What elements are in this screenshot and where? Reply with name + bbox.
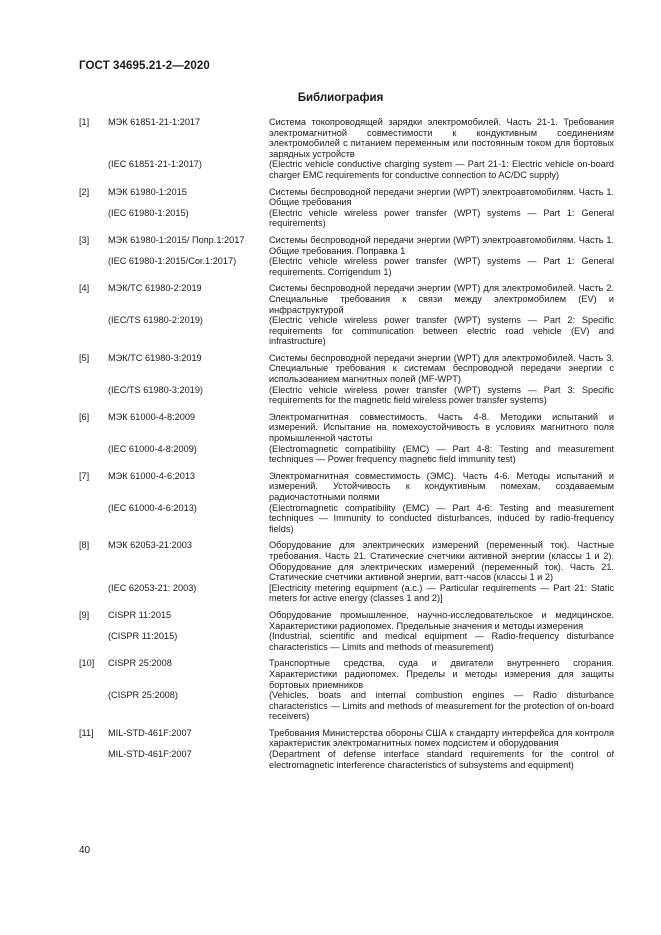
standard-title: (Electric vehicle wireless power transfer (WPT) systems — Part 3: Specific requirements for the magnetic field wireless power transfer systems) (269, 384, 614, 406)
entry-number: [2] (79, 186, 90, 197)
standard-title: Системы беспроводной передачи энергии (WPT) электроавтомобилям. Часть 1. Общие требования. Поправка 1 (269, 234, 614, 256)
entry-number: [9] (79, 609, 90, 620)
standard-title: Электромагнитная совместимость (ЭМС). Часть 4-6. Методы испытаний и измерений. Устойчивость к кондуктивным помехам, создаваемым радиочастотными полями (269, 470, 614, 502)
standard-code: (IEC/TS 61980-2:2019) (108, 315, 203, 326)
entry-number: [5] (79, 352, 90, 363)
standard-title: (Electric vehicle wireless power transfer (WPT) systems — Part 1: General requirements) (269, 207, 614, 229)
standard-title: (Electric vehicle wireless power transfer (WPT) systems — Part 1: General requirements. Corrigendum 1) (269, 256, 614, 277)
bibliography-entry (79, 540, 614, 604)
standard-code: МЭК 61980-1:2015/ Попр.1:2017 (108, 234, 245, 245)
standard-title: (Electromagnetic compatibility (EMC) — Part 4-8: Testing and measurement techniques — Power frequency magnetic field immunity test) (269, 443, 614, 465)
standard-code: (CISPR 11:2015) (108, 631, 178, 642)
bibliography-entry (79, 658, 614, 722)
standard-code: (IEC 61980-1:2015) (108, 207, 189, 218)
bibliography-entry (79, 471, 614, 535)
standard-title: (Industrial, scientific and medical equipment — Radio-frequency disturbance characteristics — Limits and methods of measurement) (269, 631, 614, 652)
bibliography-entry (79, 610, 614, 652)
bibliography-entry (79, 412, 614, 465)
standard-code: (IEC 62053-21: 2003) (108, 582, 197, 593)
bibliography-entry (79, 283, 614, 347)
standard-title: Системы беспроводной передачи энергии (WPT) для электромобилей. Часть 2. Специальные требования к связи между электромобилем (EV) и инфраструктурой (269, 283, 614, 315)
standard-title: [Electricity metering equipment (a.c.) — Particular requirements — Part 21: Static meters for active energy (classes 1 and 2)] (269, 582, 614, 604)
standard-code: МЭК 62053-21:2003 (108, 540, 192, 551)
standard-title: Оборудование для электрических измерений (переменный ток). Частные требования. Часть 21. Статические счетчики активной энергии (классы 1 и 2). Оборудование для электрических измерений (переменный ток). Часть 21. Статические счетчики активной энергии, ватт-часов (классы 1 и 2) (269, 540, 614, 583)
standard-title: Электромагнитная совместимость. Часть 4-8. Методики испытаний и измерений. Испытание на помехоустойчивость в условиях магнитного поля промышленной частоты (269, 411, 614, 444)
standard-code: CISPR 11:2015 (108, 609, 172, 620)
standard-title: Системы беспроводной передачи энергии (WPT) для электромобилей. Часть 3. Специальные требования к системам беспроводной передачи энергии с использованием магнитных полей (MF-WPT) (269, 352, 614, 385)
standard-code: МЭК 61851-21-1:2017 (108, 117, 201, 127)
standard-title: Требования Министерства обороны США к стандарту интерфейса для контроля характеристик электромагнитных помех подсистем и оборудования (269, 727, 614, 749)
bibliography-entry (79, 728, 614, 770)
document-header: ГОСТ 34695.21-2—2020 (79, 60, 210, 72)
standard-title: (Electromagnetic compatibility (EMC) — Part 4-6: Testing and measurement techniques — Immunity to conducted disturbances, induced by radio-frequency fields) (269, 502, 614, 534)
entry-number: [3] (79, 234, 90, 245)
standard-code: MIL-STD-461F:2007 (108, 749, 192, 760)
standard-title: (Vehicles, boats and internal combustion engines — Radio disturbance characteristics — Limits and methods of measurement for the protection of on-board receivers) (269, 690, 614, 722)
standard-code: МЭК 61000-4-6:2013 (108, 470, 196, 481)
entry-number: [11] (79, 727, 94, 738)
standard-code: CISPR 25:2008 (108, 658, 172, 669)
standard-title: (Electric vehicle conductive charging system — Part 21-1: Electric vehicle on-board charger EMC requirements for conductive connection to AC/DC supply) (269, 159, 614, 180)
entry-number: [6] (79, 411, 90, 422)
bibliography-entry (79, 117, 614, 181)
standard-code: (IEC 61000-4-8:2009) (108, 443, 197, 454)
entry-number: [7] (79, 470, 90, 481)
standard-title: (Department of defense interface standard requirements for the control of electromagnetic interference characteristics of subsystems and equipment) (269, 749, 614, 770)
entry-number: [4] (79, 283, 90, 294)
standard-code: (IEC 61000-4-6:2013) (108, 502, 197, 513)
standard-title: Транспортные средства, суда и двигатели внутреннего сгорания. Характеристики радиопомех. Пределы и методы измерения для защиты бортовых приемников (269, 658, 614, 690)
entry-number: [8] (79, 540, 90, 551)
page-number: 40 (79, 845, 91, 856)
entry-number: [10] (79, 658, 95, 669)
bibliography-entry (79, 187, 614, 229)
standard-code: (IEC 61851-21-1:2017) (108, 159, 202, 170)
standard-code: MIL-STD-461F:2007 (108, 727, 192, 738)
standard-title: Оборудование промышленное, научно-исследовательское и медицинское. Характеристики радиопомех. Предельные значения и методы измерения (269, 609, 614, 631)
standard-code: МЭК 61980-1:2015 (108, 186, 187, 197)
bibliography-list (79, 117, 614, 776)
standard-code: (IEC 61980-1:2015/Cor.1:2017) (108, 256, 237, 267)
standard-code: МЭК 61000-4-8:2009 (108, 411, 196, 422)
standard-title: (Electric vehicle wireless power transfer (WPT) systems — Part 2: Specific requirements for communication between electric road vehicle (EV) and infrastructure) (269, 315, 614, 347)
page-title: Библиография (297, 92, 384, 104)
standard-code: (IEC/TS 61980-3:2019) (108, 384, 203, 395)
bibliography-entry (79, 353, 614, 406)
standard-code: МЭК/ТС 61980-2:2019 (108, 283, 202, 294)
standard-title: Системы беспроводной передачи энергии (WPT) электроавтомобилям. Часть 1. Общие требования (269, 186, 614, 208)
standard-code: (CISPR 25:2008) (108, 690, 178, 701)
standard-title: Система токопроводящей зарядки электромобилей. Часть 21-1. Требования электромагнитной совместимости к кондуктивным соединениям электромобилей с питанием переменным или постоянным током для бортовых зарядных устройств (269, 117, 614, 159)
bibliography-entry (79, 235, 614, 277)
entry-number: [1] (79, 117, 90, 127)
standard-code: МЭК/ТС 61980-3:2019 (108, 352, 202, 363)
